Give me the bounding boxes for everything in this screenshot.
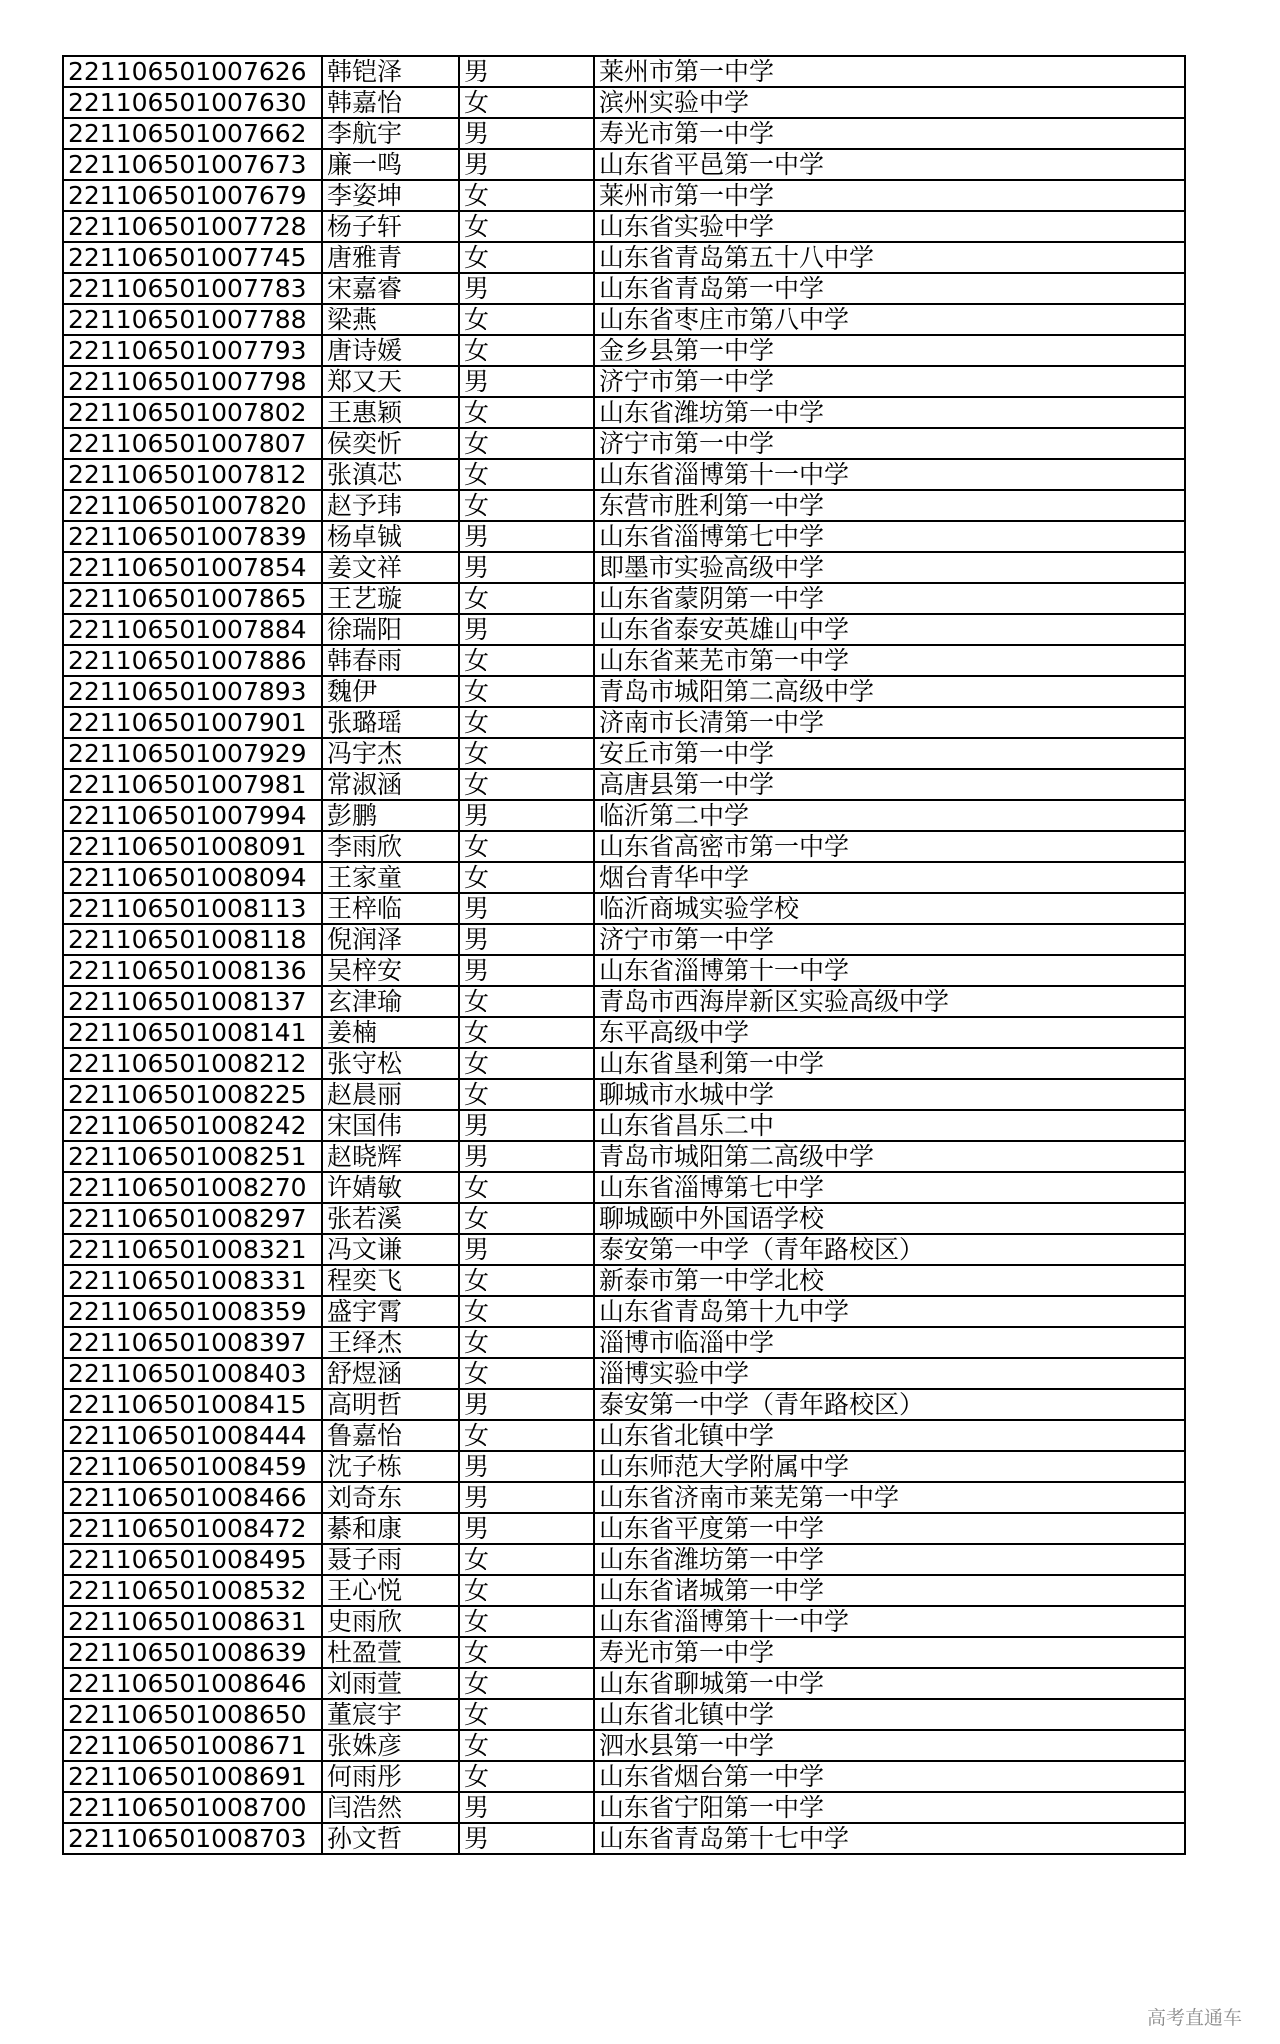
gender-cell: 女 <box>459 1172 594 1203</box>
table-row <box>63 521 1185 552</box>
table-row <box>63 1296 1185 1327</box>
table-row <box>63 428 1185 459</box>
candidate-number-cell: 221106501008242 <box>63 1110 322 1141</box>
table-row <box>63 955 1185 986</box>
table-row <box>63 180 1185 211</box>
candidate-number-cell: 221106501007673 <box>63 149 322 180</box>
student-name-cell: 许婧敏 <box>322 1172 459 1203</box>
school-name-cell: 山东省烟台第一中学 <box>594 1761 1185 1792</box>
student-name-cell: 徐瑞阳 <box>322 614 459 645</box>
school-name-cell: 金乡县第一中学 <box>594 335 1185 366</box>
gender-cell: 女 <box>459 1544 594 1575</box>
school-name-cell: 济南市长清第一中学 <box>594 707 1185 738</box>
school-name-cell: 山东省诸城第一中学 <box>594 1575 1185 1606</box>
table-row <box>63 149 1185 180</box>
student-name-cell: 姜楠 <box>322 1017 459 1048</box>
candidate-number-cell: 221106501007793 <box>63 335 322 366</box>
gender-cell: 男 <box>459 149 594 180</box>
candidate-number-cell: 221106501007807 <box>63 428 322 459</box>
student-name-cell: 孙文哲 <box>322 1823 459 1854</box>
table-row <box>63 118 1185 149</box>
gender-cell: 女 <box>459 986 594 1017</box>
table-row <box>63 1761 1185 1792</box>
table-row <box>63 1544 1185 1575</box>
candidate-number-cell: 221106501008631 <box>63 1606 322 1637</box>
gender-cell: 男 <box>459 552 594 583</box>
school-name-cell: 山东省垦利第一中学 <box>594 1048 1185 1079</box>
candidate-number-cell: 221106501007626 <box>63 56 322 87</box>
student-name-cell: 侯奕忻 <box>322 428 459 459</box>
student-name-cell: 高明哲 <box>322 1389 459 1420</box>
student-name-cell: 杨卓铖 <box>322 521 459 552</box>
student-name-cell: 王惠颖 <box>322 397 459 428</box>
student-name-cell: 韩春雨 <box>322 645 459 676</box>
school-name-cell: 济宁市第一中学 <box>594 924 1185 955</box>
student-name-cell: 玄津瑜 <box>322 986 459 1017</box>
school-name-cell: 聊城颐中外国语学校 <box>594 1203 1185 1234</box>
gender-cell: 男 <box>459 893 594 924</box>
gender-cell: 男 <box>459 1389 594 1420</box>
candidate-number-cell: 221106501007630 <box>63 87 322 118</box>
candidate-number-cell: 221106501007929 <box>63 738 322 769</box>
table-row <box>63 1141 1185 1172</box>
gender-cell: 男 <box>459 1451 594 1482</box>
candidate-number-cell: 221106501008671 <box>63 1730 322 1761</box>
candidate-number-cell: 221106501007994 <box>63 800 322 831</box>
candidate-number-cell: 221106501008118 <box>63 924 322 955</box>
school-name-cell: 山东省泰安英雄山中学 <box>594 614 1185 645</box>
gender-cell: 女 <box>459 1203 594 1234</box>
gender-cell: 女 <box>459 242 594 273</box>
gender-cell: 女 <box>459 769 594 800</box>
student-name-cell: 舒煜涵 <box>322 1358 459 1389</box>
table-row <box>63 800 1185 831</box>
table-row <box>63 924 1185 955</box>
table-row <box>63 707 1185 738</box>
gender-cell: 男 <box>459 955 594 986</box>
table-row <box>63 583 1185 614</box>
table-row <box>63 738 1185 769</box>
school-name-cell: 济宁市第一中学 <box>594 366 1185 397</box>
student-name-cell: 王艺璇 <box>322 583 459 614</box>
candidate-number-cell: 221106501007884 <box>63 614 322 645</box>
candidate-number-cell: 221106501007802 <box>63 397 322 428</box>
student-name-cell: 杜盈萱 <box>322 1637 459 1668</box>
student-name-cell: 魏伊 <box>322 676 459 707</box>
candidate-number-cell: 221106501008397 <box>63 1327 322 1358</box>
student-name-cell: 张姝彦 <box>322 1730 459 1761</box>
gender-cell: 女 <box>459 831 594 862</box>
school-name-cell: 山东省青岛第十七中学 <box>594 1823 1185 1854</box>
student-name-cell: 张守松 <box>322 1048 459 1079</box>
table-row <box>63 831 1185 862</box>
gender-cell: 女 <box>459 211 594 242</box>
gender-cell: 女 <box>459 180 594 211</box>
candidate-number-cell: 221106501008270 <box>63 1172 322 1203</box>
table-row <box>63 87 1185 118</box>
school-name-cell: 山东省潍坊第一中学 <box>594 397 1185 428</box>
table-row <box>63 1048 1185 1079</box>
table-row <box>63 1017 1185 1048</box>
gender-cell: 女 <box>459 1017 594 1048</box>
gender-cell: 男 <box>459 1141 594 1172</box>
gender-cell: 女 <box>459 335 594 366</box>
candidate-number-cell: 221106501008415 <box>63 1389 322 1420</box>
candidate-number-cell: 221106501007812 <box>63 459 322 490</box>
candidate-number-cell: 221106501008700 <box>63 1792 322 1823</box>
table-row <box>63 769 1185 800</box>
student-name-cell: 宋国伟 <box>322 1110 459 1141</box>
student-name-cell: 鲁嘉怡 <box>322 1420 459 1451</box>
student-name-cell: 杨子轩 <box>322 211 459 242</box>
gender-cell: 男 <box>459 1823 594 1854</box>
candidate-number-cell: 221106501007788 <box>63 304 322 335</box>
gender-cell: 女 <box>459 490 594 521</box>
candidate-number-cell: 221106501008639 <box>63 1637 322 1668</box>
school-name-cell: 临沂商城实验学校 <box>594 893 1185 924</box>
gender-cell: 女 <box>459 1575 594 1606</box>
table-row <box>63 1730 1185 1761</box>
candidate-number-cell: 221106501008297 <box>63 1203 322 1234</box>
candidate-number-cell: 221106501007783 <box>63 273 322 304</box>
candidate-number-cell: 221106501007981 <box>63 769 322 800</box>
table-row <box>63 273 1185 304</box>
school-name-cell: 泰安第一中学（青年路校区） <box>594 1389 1185 1420</box>
student-name-cell: 吴梓安 <box>322 955 459 986</box>
table-row <box>63 1172 1185 1203</box>
school-name-cell: 山东师范大学附属中学 <box>594 1451 1185 1482</box>
candidate-number-cell: 221106501008331 <box>63 1265 322 1296</box>
gender-cell: 女 <box>459 862 594 893</box>
table-row <box>63 862 1185 893</box>
candidate-number-cell: 221106501008444 <box>63 1420 322 1451</box>
gender-cell: 女 <box>459 1699 594 1730</box>
candidate-number-cell: 221106501007662 <box>63 118 322 149</box>
gender-cell: 男 <box>459 273 594 304</box>
student-name-cell: 冯文谦 <box>322 1234 459 1265</box>
gender-cell: 女 <box>459 1079 594 1110</box>
student-name-cell: 綦和康 <box>322 1513 459 1544</box>
school-name-cell: 即墨市实验高级中学 <box>594 552 1185 583</box>
gender-cell: 女 <box>459 1358 594 1389</box>
gender-cell: 女 <box>459 1048 594 1079</box>
table-row <box>63 1110 1185 1141</box>
gender-cell: 男 <box>459 56 594 87</box>
school-name-cell: 山东省济南市莱芜第一中学 <box>594 1482 1185 1513</box>
school-name-cell: 济宁市第一中学 <box>594 428 1185 459</box>
table-row <box>63 552 1185 583</box>
table-row <box>63 986 1185 1017</box>
student-name-cell: 盛宇霄 <box>322 1296 459 1327</box>
student-name-cell: 梁燕 <box>322 304 459 335</box>
gender-cell: 男 <box>459 1482 594 1513</box>
table-row <box>63 893 1185 924</box>
gender-cell: 男 <box>459 614 594 645</box>
candidate-number-cell: 221106501008403 <box>63 1358 322 1389</box>
school-name-cell: 山东省淄博第十一中学 <box>594 955 1185 986</box>
school-name-cell: 寿光市第一中学 <box>594 118 1185 149</box>
candidate-number-cell: 221106501008212 <box>63 1048 322 1079</box>
table-row <box>63 490 1185 521</box>
table-row <box>63 1482 1185 1513</box>
student-name-cell: 赵晨丽 <box>322 1079 459 1110</box>
school-name-cell: 山东省聊城第一中学 <box>594 1668 1185 1699</box>
gender-cell: 女 <box>459 707 594 738</box>
student-name-cell: 史雨欣 <box>322 1606 459 1637</box>
candidate-number-cell: 221106501008094 <box>63 862 322 893</box>
gender-cell: 女 <box>459 1606 594 1637</box>
gender-cell: 女 <box>459 397 594 428</box>
gender-cell: 女 <box>459 304 594 335</box>
student-name-cell: 李航宇 <box>322 118 459 149</box>
school-name-cell: 高唐县第一中学 <box>594 769 1185 800</box>
gender-cell: 男 <box>459 1792 594 1823</box>
school-name-cell: 山东省高密市第一中学 <box>594 831 1185 862</box>
gender-cell: 女 <box>459 1761 594 1792</box>
student-name-cell: 何雨彤 <box>322 1761 459 1792</box>
student-name-cell: 郑又天 <box>322 366 459 397</box>
school-name-cell: 莱州市第一中学 <box>594 56 1185 87</box>
student-name-cell: 李雨欣 <box>322 831 459 862</box>
candidate-number-cell: 221106501008225 <box>63 1079 322 1110</box>
school-name-cell: 滨州实验中学 <box>594 87 1185 118</box>
student-name-cell: 李姿坤 <box>322 180 459 211</box>
school-name-cell: 山东省北镇中学 <box>594 1699 1185 1730</box>
school-name-cell: 青岛市西海岸新区实验高级中学 <box>594 986 1185 1017</box>
school-name-cell: 山东省枣庄市第八中学 <box>594 304 1185 335</box>
student-name-cell: 姜文祥 <box>322 552 459 583</box>
student-name-cell: 唐诗媛 <box>322 335 459 366</box>
school-name-cell: 山东省青岛第五十八中学 <box>594 242 1185 273</box>
table-row <box>63 366 1185 397</box>
table-row <box>63 56 1185 87</box>
student-name-cell: 宋嘉睿 <box>322 273 459 304</box>
school-name-cell: 山东省蒙阴第一中学 <box>594 583 1185 614</box>
student-name-cell: 刘雨萱 <box>322 1668 459 1699</box>
school-name-cell: 山东省淄博第七中学 <box>594 1172 1185 1203</box>
table-row <box>63 211 1185 242</box>
school-name-cell: 山东省昌乐二中 <box>594 1110 1185 1141</box>
table-row <box>63 1451 1185 1482</box>
table-row <box>63 1358 1185 1389</box>
gender-cell: 女 <box>459 1637 594 1668</box>
student-name-cell: 韩嘉怡 <box>322 87 459 118</box>
school-name-cell: 青岛市城阳第二高级中学 <box>594 676 1185 707</box>
table-row <box>63 242 1185 273</box>
table-row <box>63 1699 1185 1730</box>
table-row <box>63 1823 1185 1854</box>
school-name-cell: 临沂第二中学 <box>594 800 1185 831</box>
table-row <box>63 1792 1185 1823</box>
school-name-cell: 淄博市临淄中学 <box>594 1327 1185 1358</box>
gender-cell: 男 <box>459 521 594 552</box>
student-name-cell: 王心悦 <box>322 1575 459 1606</box>
student-name-cell: 王绎杰 <box>322 1327 459 1358</box>
student-name-cell: 聂子雨 <box>322 1544 459 1575</box>
table-row <box>63 1606 1185 1637</box>
candidate-number-cell: 221106501007854 <box>63 552 322 583</box>
candidate-number-cell: 221106501008646 <box>63 1668 322 1699</box>
student-name-cell: 张若溪 <box>322 1203 459 1234</box>
candidate-number-cell: 221106501008703 <box>63 1823 322 1854</box>
candidate-number-cell: 221106501008251 <box>63 1141 322 1172</box>
school-name-cell: 泰安第一中学（青年路校区） <box>594 1234 1185 1265</box>
school-name-cell: 山东省实验中学 <box>594 211 1185 242</box>
student-name-cell: 程奕飞 <box>322 1265 459 1296</box>
school-name-cell: 烟台青华中学 <box>594 862 1185 893</box>
candidate-number-cell: 221106501007886 <box>63 645 322 676</box>
student-name-cell: 赵晓辉 <box>322 1141 459 1172</box>
table-row <box>63 1668 1185 1699</box>
candidate-number-cell: 221106501007745 <box>63 242 322 273</box>
table-row <box>63 1327 1185 1358</box>
student-name-cell: 王家童 <box>322 862 459 893</box>
school-name-cell: 聊城市水城中学 <box>594 1079 1185 1110</box>
table-row <box>63 645 1185 676</box>
table-row <box>63 1513 1185 1544</box>
candidate-number-cell: 221106501008137 <box>63 986 322 1017</box>
gender-cell: 女 <box>459 583 594 614</box>
gender-cell: 女 <box>459 1327 594 1358</box>
gender-cell: 男 <box>459 800 594 831</box>
gender-cell: 女 <box>459 87 594 118</box>
student-name-cell: 赵予玮 <box>322 490 459 521</box>
student-name-cell: 董宸宇 <box>322 1699 459 1730</box>
student-name-cell: 冯宇杰 <box>322 738 459 769</box>
gender-cell: 女 <box>459 459 594 490</box>
table-body <box>63 56 1185 1854</box>
gender-cell: 女 <box>459 1730 594 1761</box>
candidate-number-cell: 221106501008141 <box>63 1017 322 1048</box>
candidate-number-cell: 221106501007798 <box>63 366 322 397</box>
candidate-number-cell: 221106501008321 <box>63 1234 322 1265</box>
table-row <box>63 1420 1185 1451</box>
school-name-cell: 山东省青岛第十九中学 <box>594 1296 1185 1327</box>
candidate-number-cell: 221106501007839 <box>63 521 322 552</box>
school-name-cell: 山东省潍坊第一中学 <box>594 1544 1185 1575</box>
school-name-cell: 山东省淄博第十一中学 <box>594 1606 1185 1637</box>
candidate-number-cell: 221106501008691 <box>63 1761 322 1792</box>
table-row <box>63 1234 1185 1265</box>
school-name-cell: 山东省宁阳第一中学 <box>594 1792 1185 1823</box>
table-row <box>63 1265 1185 1296</box>
admission-list-table <box>62 55 1186 1855</box>
candidate-number-cell: 221106501007820 <box>63 490 322 521</box>
student-name-cell: 常淑涵 <box>322 769 459 800</box>
school-name-cell: 山东省平邑第一中学 <box>594 149 1185 180</box>
gender-cell: 女 <box>459 1668 594 1699</box>
gender-cell: 女 <box>459 428 594 459</box>
gender-cell: 男 <box>459 366 594 397</box>
candidate-number-cell: 221106501008466 <box>63 1482 322 1513</box>
student-name-cell: 廉一鸣 <box>322 149 459 180</box>
candidate-number-cell: 221106501008359 <box>63 1296 322 1327</box>
student-name-cell: 沈子栋 <box>322 1451 459 1482</box>
school-name-cell: 安丘市第一中学 <box>594 738 1185 769</box>
school-name-cell: 青岛市城阳第二高级中学 <box>594 1141 1185 1172</box>
table-row <box>63 397 1185 428</box>
school-name-cell: 山东省淄博第十一中学 <box>594 459 1185 490</box>
student-name-cell: 韩铠泽 <box>322 56 459 87</box>
candidate-number-cell: 221106501007679 <box>63 180 322 211</box>
student-name-cell: 刘奇东 <box>322 1482 459 1513</box>
student-name-cell: 张璐瑶 <box>322 707 459 738</box>
gender-cell: 男 <box>459 924 594 955</box>
candidate-number-cell: 221106501008113 <box>63 893 322 924</box>
school-name-cell: 山东省莱芜市第一中学 <box>594 645 1185 676</box>
gender-cell: 女 <box>459 738 594 769</box>
candidate-number-cell: 221106501008532 <box>63 1575 322 1606</box>
gender-cell: 男 <box>459 1513 594 1544</box>
school-name-cell: 新泰市第一中学北校 <box>594 1265 1185 1296</box>
gender-cell: 女 <box>459 1296 594 1327</box>
table-row <box>63 614 1185 645</box>
candidate-number-cell: 221106501008495 <box>63 1544 322 1575</box>
school-name-cell: 山东省北镇中学 <box>594 1420 1185 1451</box>
candidate-number-cell: 221106501008650 <box>63 1699 322 1730</box>
watermark: 高考直通车 <box>1146 2007 1242 2029</box>
table-row <box>63 1389 1185 1420</box>
candidate-number-cell: 221106501007728 <box>63 211 322 242</box>
gender-cell: 男 <box>459 118 594 149</box>
student-name-cell: 闫浩然 <box>322 1792 459 1823</box>
candidate-number-cell: 221106501008472 <box>63 1513 322 1544</box>
candidate-number-cell: 221106501008091 <box>63 831 322 862</box>
table-row <box>63 1079 1185 1110</box>
school-name-cell: 莱州市第一中学 <box>594 180 1185 211</box>
school-name-cell: 山东省青岛第一中学 <box>594 273 1185 304</box>
student-name-cell: 唐雅青 <box>322 242 459 273</box>
table-row <box>63 1575 1185 1606</box>
student-name-cell: 倪润泽 <box>322 924 459 955</box>
table-row <box>63 335 1185 366</box>
candidate-number-cell: 221106501008459 <box>63 1451 322 1482</box>
school-name-cell: 东平高级中学 <box>594 1017 1185 1048</box>
candidate-number-cell: 221106501007893 <box>63 676 322 707</box>
school-name-cell: 山东省淄博第七中学 <box>594 521 1185 552</box>
gender-cell: 女 <box>459 676 594 707</box>
student-name-cell: 张滇芯 <box>322 459 459 490</box>
school-name-cell: 山东省平度第一中学 <box>594 1513 1185 1544</box>
table-row <box>63 676 1185 707</box>
school-name-cell: 淄博实验中学 <box>594 1358 1185 1389</box>
student-name-cell: 彭鹏 <box>322 800 459 831</box>
gender-cell: 女 <box>459 1420 594 1451</box>
school-name-cell: 泗水县第一中学 <box>594 1730 1185 1761</box>
gender-cell: 男 <box>459 1234 594 1265</box>
table-row <box>63 1637 1185 1668</box>
candidate-number-cell: 221106501007865 <box>63 583 322 614</box>
gender-cell: 男 <box>459 1110 594 1141</box>
gender-cell: 女 <box>459 645 594 676</box>
table-row <box>63 459 1185 490</box>
table-row <box>63 1203 1185 1234</box>
table-row <box>63 304 1185 335</box>
student-name-cell: 王梓临 <box>322 893 459 924</box>
school-name-cell: 东营市胜利第一中学 <box>594 490 1185 521</box>
school-name-cell: 寿光市第一中学 <box>594 1637 1185 1668</box>
candidate-number-cell: 221106501008136 <box>63 955 322 986</box>
gender-cell: 女 <box>459 1265 594 1296</box>
candidate-number-cell: 221106501007901 <box>63 707 322 738</box>
